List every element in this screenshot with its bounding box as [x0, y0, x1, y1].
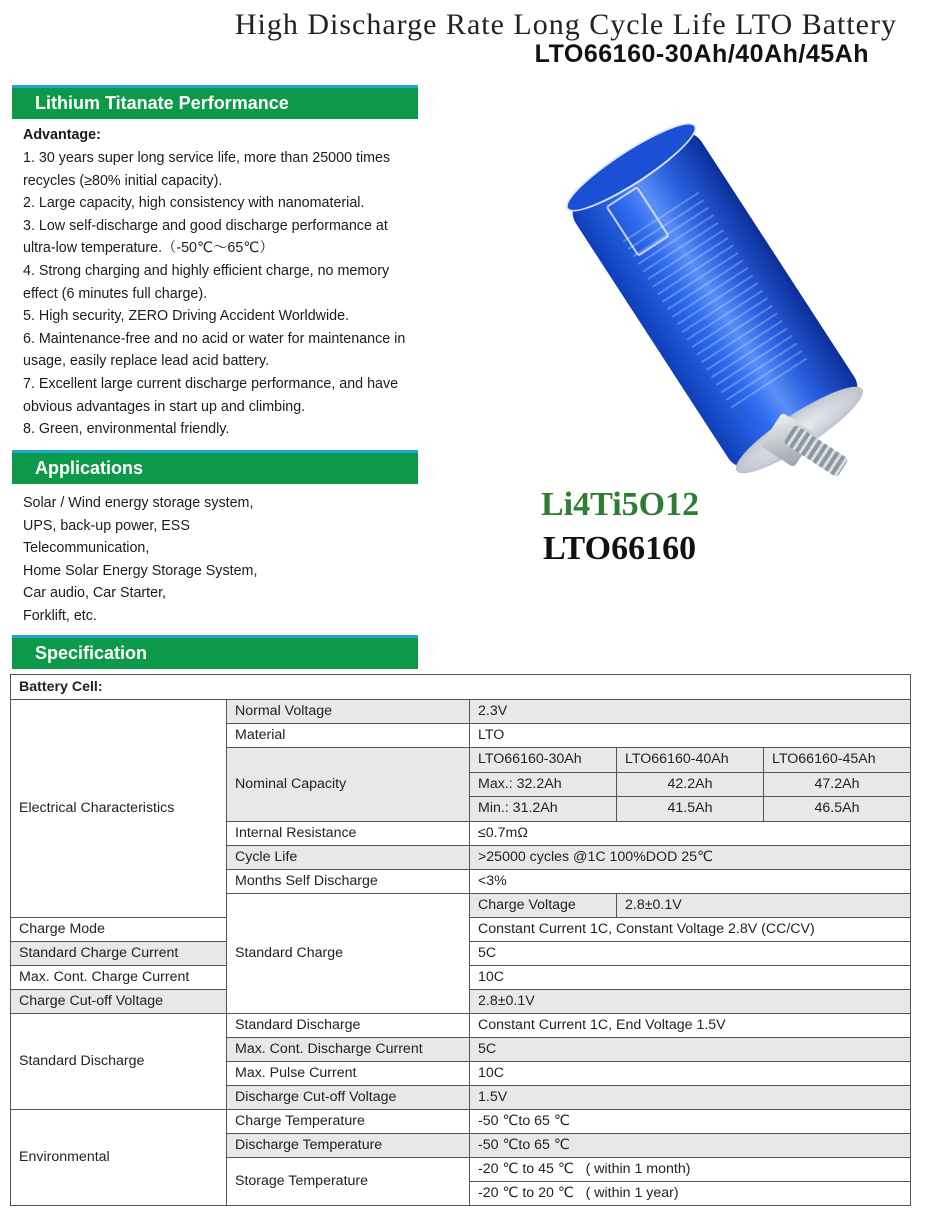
- spec-label: Storage Temperature: [227, 1157, 470, 1205]
- spec-table: [10, 674, 911, 1206]
- spec-value: -50 ℃to 65 ℃: [470, 1133, 911, 1157]
- spec-value: <3%: [470, 869, 911, 893]
- advantage-heading: Advantage:: [23, 127, 101, 143]
- spec-label: Standard Discharge: [227, 1013, 470, 1037]
- application-item: Solar / Wind energy storage system,: [23, 495, 254, 511]
- spec-value: 2.3V: [470, 700, 911, 724]
- advantage-line: 4. Strong charging and highly efficient charge, no memory: [23, 262, 390, 279]
- spec-label: Max. Pulse Current: [227, 1061, 470, 1085]
- spec-label: Months Self Discharge: [227, 869, 470, 893]
- application-item: Car audio, Car Starter,: [23, 585, 167, 602]
- spec-value: >25000 cycles @1C 100%DOD 25℃: [470, 845, 911, 869]
- battery-print-graphic: [623, 192, 807, 409]
- spec-label: Cycle Life: [227, 845, 470, 869]
- document-title: High Discharge Rate Long Cycle Life LTO Battery: [234, 8, 897, 41]
- spec-value: 5C: [470, 941, 911, 965]
- spec-value: 10C: [470, 1061, 911, 1085]
- spec-value: -50 ℃to 65 ℃: [470, 1109, 911, 1133]
- capacity-model: LTO66160-40Ah: [617, 748, 764, 773]
- spec-label: Internal Resistance: [227, 821, 470, 845]
- category-electrical: Electrical Characteristics: [11, 700, 227, 918]
- spec-value: 10C: [470, 965, 911, 989]
- chemical-formula: Li4Ti5O12: [541, 486, 700, 523]
- spec-value: 5C: [470, 1037, 911, 1061]
- application-item: Telecommunication,: [23, 540, 150, 557]
- spec-label: Discharge Temperature: [227, 1133, 470, 1157]
- spec-value: 1.5V: [470, 1085, 911, 1109]
- applications-list: [23, 492, 423, 628]
- spec-label: Discharge Cut-off Voltage: [227, 1085, 470, 1109]
- application-item: Forklift, etc.: [23, 607, 97, 624]
- spec-label: Material: [227, 724, 470, 748]
- category-environmental: Environmental: [11, 1109, 227, 1205]
- advantage-line: obvious advantages in start up and climbing.: [23, 398, 306, 415]
- advantage-line: 2. Large capacity, high consistency with nanomaterial.: [23, 195, 365, 212]
- advantage-line: ultra-low temperature.（-50℃～65℃）: [23, 240, 274, 257]
- advantage-line: 3. Low self-discharge and good discharge performance at: [23, 217, 388, 234]
- spec-label: Charge Cut-off Voltage: [11, 989, 227, 1013]
- capacity-min: 46.5Ah: [764, 797, 911, 822]
- spec-value: 2.8±0.1V: [470, 989, 911, 1013]
- advantage-line: 5. High security, ZERO Driving Accident Worldwide.: [23, 308, 350, 325]
- application-item: Home Solar Energy Storage System,: [23, 562, 258, 579]
- advantage-line: recycles (≥80% initial capacity).: [23, 172, 223, 189]
- spec-header: Battery Cell:: [11, 675, 911, 700]
- category-standard-discharge: Standard Discharge: [11, 1013, 227, 1109]
- application-item: UPS, back-up power, ESS: [23, 517, 190, 534]
- spec-label: Nominal Capacity: [227, 748, 470, 822]
- spec-label: Max. Cont. Charge Current: [11, 965, 227, 989]
- battery-image: [520, 130, 940, 510]
- spec-value: 2.8±0.1V: [617, 893, 911, 917]
- spec-label: Max. Cont. Discharge Current: [227, 1037, 470, 1061]
- spec-value: -20 ℃ to 45 ℃ ( within 1 month): [470, 1157, 911, 1181]
- capacity-max: 47.2Ah: [764, 772, 911, 797]
- spec-label: Charge Voltage: [470, 893, 617, 917]
- section-specification: Specification: [12, 635, 418, 669]
- advantage-list: [23, 147, 433, 441]
- advantage-line: 8. Green, environmental friendly.: [23, 421, 230, 438]
- section-performance: Lithium Titanate Performance: [12, 85, 418, 119]
- category-standard-charge: Standard Charge: [227, 893, 470, 1013]
- spec-label: Standard Charge Current: [11, 941, 227, 965]
- advantage-line: usage, easily replace lead acid battery.: [23, 353, 270, 370]
- capacity-model: LTO66160-45Ah: [764, 748, 911, 773]
- product-model: LTO66160: [543, 530, 697, 567]
- section-applications: Applications: [12, 450, 418, 484]
- capacity-max: 42.2Ah: [617, 772, 764, 797]
- advantage-line: effect (6 minutes full charge).: [23, 285, 208, 302]
- capacity-min: 41.5Ah: [617, 797, 764, 822]
- spec-value: LTO: [470, 724, 911, 748]
- spec-label: Normal Voltage: [227, 700, 470, 724]
- advantage-line: 7. Excellent large current discharge performance, and have: [23, 375, 399, 392]
- spec-value: Constant Current 1C, Constant Voltage 2.8V (CC/CV): [470, 917, 911, 941]
- advantage-line: 6. Maintenance-free and no acid or water for maintenance in: [23, 330, 406, 347]
- battery-cell-graphic: [565, 125, 865, 475]
- spec-value: Constant Current 1C, End Voltage 1.5V: [470, 1013, 911, 1037]
- spec-value: ≤0.7mΩ: [470, 821, 911, 845]
- advantage-line: 1. 30 years super long service life, more than 25000 times: [23, 150, 391, 166]
- capacity-max: Max.: 32.2Ah: [470, 772, 617, 797]
- spec-value: -20 ℃ to 20 ℃ ( within 1 year): [470, 1181, 911, 1205]
- capacity-model: LTO66160-30Ah: [470, 748, 617, 773]
- spec-label: Charge Temperature: [227, 1109, 470, 1133]
- capacity-min: Min.: 31.2Ah: [470, 797, 617, 822]
- model-line: LTO66160-30Ah/40Ah/45Ah: [534, 40, 869, 68]
- spec-label: Charge Mode: [11, 917, 227, 941]
